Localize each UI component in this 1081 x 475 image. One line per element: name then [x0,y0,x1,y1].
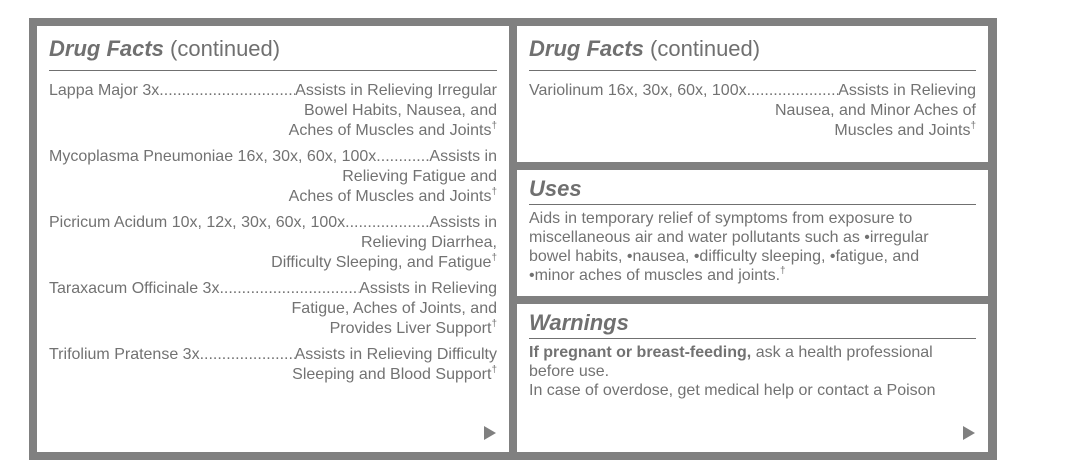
drug-facts-header: Drug Facts (continued) [49,34,497,71]
uses-title: Uses [529,176,976,205]
ingredient-name: Lappa Major 3x [49,82,160,99]
ingredient-name: Trifolium Pratense 3x [49,346,200,363]
ingredient-purpose-line: Aches of Muscles and Joints† [288,186,497,205]
ingredient-purpose-line: Fatigue, Aches of Joints, and [291,300,497,317]
ingredient-entry [49,81,497,141]
ingredient-purpose-line: Relieving Diarrhea, [360,234,497,251]
ingredient-purpose-line: Bowel Habits, Nausea, and [304,102,497,119]
ingredient-purpose: Assists in Relieving [838,82,976,99]
ingredient-purpose-line: Muscles and Joints† [834,120,976,139]
warning-bold-lead: If pregnant or breast-feeding, [529,344,752,361]
ingredient-purpose: Assists in [429,148,497,165]
warnings-text: If pregnant or breast-feeding, ask a health professional before use. In case of overdose, get medical help or contact a Poison [529,344,936,399]
play-arrow-icon [484,426,496,440]
ingredient-purpose: Assists in Relieving [359,280,497,297]
uses-panel [517,170,988,296]
uses-text: Aids in temporary relief of symptoms from exposure to miscellaneous air and water pollutants such as •irregular bowel habits, •nausea, •difficulty sleeping, •fatigue, and •minor aches of muscles and joints.† [529,210,929,284]
ingredient-entry [49,345,497,385]
ingredient-purpose-line: Aches of Muscles and Joints† [288,120,497,139]
ingredient-purpose: Assists in [429,214,497,231]
play-arrow-icon [963,426,975,440]
ingredient-purpose-line: Provides Liver Support† [329,318,497,337]
ingredient-purpose-line: Relieving Fatigue and [342,168,497,185]
ingredient-purpose-line: Nausea, and Minor Aches of [774,102,976,119]
ingredient-purpose-line: Difficulty Sleeping, and Fatigue† [271,252,497,271]
ingredient-entry [529,81,976,141]
ingredient-name: Taraxacum Officinale 3x. [49,280,224,297]
warnings-panel [517,304,988,452]
ingredient-entry [49,147,497,207]
ingredient-purpose: Assists in Relieving Irregular [295,82,497,99]
ingredient-entry [49,213,497,273]
drug-facts-left-panel [37,26,509,452]
drug-facts-header: Drug Facts (continued) [529,34,976,71]
ingredient-entry [49,279,497,339]
ingredient-name: Mycoplasma Pneumoniae 16x, 30x, 60x, 100x [49,148,377,165]
warnings-title: Warnings [529,310,976,339]
ingredient-name: Picricum Acidum 10x, 12x, 30x, 60x, 100x [49,214,346,231]
drug-facts-right-panel [517,26,988,162]
ingredient-purpose-line: Sleeping and Blood Support† [292,364,497,383]
ingredient-purpose: Assists in Relieving Difficulty [294,346,497,363]
ingredient-name: Variolinum 16x, 30x, 60x, 100x [529,82,747,99]
